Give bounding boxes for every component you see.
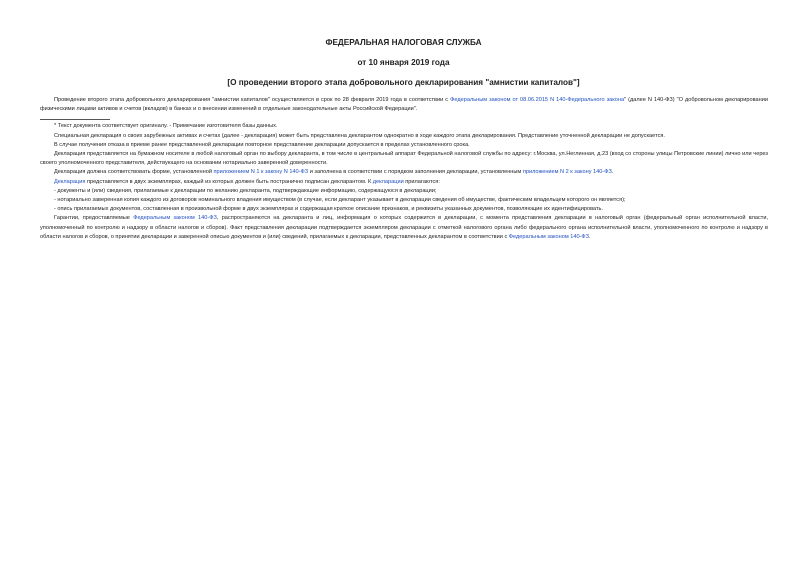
copies-text: представляется в двух экземплярах, каждый из которых должен быть постранично подписан декларантом. К [85,178,373,185]
guarantees-text-3: . [589,233,591,240]
agency-heading: ФЕДЕРАЛЬНАЯ НАЛОГОВАЯ СЛУЖБА [325,38,482,47]
intro-paragraph [40,96,768,114]
appendix-2-link[interactable]: приложением N 2 к закону 140-ФЗ [522,169,612,176]
appendix-1-link[interactable]: приложением N 1 к закону N 140-ФЗ [213,169,309,176]
copies-text-2: прилагаются: [403,178,440,185]
law-140fz-link[interactable]: Федеральным законом 140-ФЗ [133,215,217,222]
intro-text: Проведение второго этапа добровольного декларирования "амнистии капиталов" осуществляется в срок по 28 февраля 2019 года в соответствии с [54,97,451,103]
guarantees-text-2: , распространяются на декларанта и лиц, информация о которых содержится в декларации, с момента представления декларации в налоговый орган (федеральный орган исполнительной власти, уполномоченный по контролю и надзору в области налогов и сборов). Факт представления декларации подтверждается экземпляром декларации с отметкой налогового органа либо федерального органа исполнительной власти, уполномоченного по контролю и надзору в области налогов и сборов, о принятии декларации и заверенной описью документов и (или) сведений, прилагаемых к декларации, представленных декларантом в соответствии с [40,215,768,240]
law-140-link[interactable]: Федеральным законом от 08.06.2015 N 140-Федерального закона [450,97,625,103]
document-date: от 10 января 2019 года [357,58,450,67]
form-text-3: . [611,169,614,176]
document-body [40,96,768,242]
paragraph-declaration-once: Специальная декларация о своих зарубежных активах и счетах (далее - декларация) может быть представлена декларантом однократно в ходе каждого этапа декларирования. Представление уточненной декларации не допускается. [54,132,665,139]
form-text: Декларация должна соответствовать форме, установленной [54,169,214,176]
paragraph-form [40,168,768,177]
paragraph-refusal: В случае получения отказа в приеме ранее представленной декларации повторное представление декларации допускается в пределах установленного срока. [54,141,470,148]
list-item-notarized-copy: - нотариально заверенная копия каждого из договоров номинального владения имуществом (в случае, если декларант указывает в декларации сведения об имуществе, фактическим владельцем которого он является); [54,197,626,204]
guarantees-text: Гарантии, предоставляемые [54,215,134,222]
footnote-divider [40,119,110,120]
paragraph-copies [40,178,768,187]
footnote: * Текст документа соответствует оригиналу. - Примечание изготовителя базы данных. [54,123,278,130]
paragraph-submission: Декларация представляется на бумажном носителе в любой налоговый орган по выбору декларанта, в том числе в центральный аппарат Федеральной налоговой службы по адресу: г.Москва, ул.Неглинная, д.23 (вход со стороны улицы Петровские линии) лично или через своего уполномоченного представителя, действующего на основании нотариально заверенной доверенности. [40,151,768,167]
document-title: [О проведении второго этапа добровольного декларирования "амнистии капиталов"] [227,78,580,87]
declaration-link[interactable]: Декларация [54,178,86,185]
list-item-documents: - документы и (или) сведения, прилагаемые к декларации по желанию декларанта, подтверждающие информацию, содержащуюся в декларации; [54,187,437,194]
declaration-link-2[interactable]: декларации [372,178,404,185]
form-text-2: и заполнена в соответствии с порядком заполнения декларации, установленным [308,169,523,176]
paragraph-guarantees [40,214,768,242]
law-140fz-link-2[interactable]: Федеральным законом 140-ФЗ [508,233,590,240]
intro-text-2: " (далее N 140-ФЗ) "О добровольном декларировании физическими лицами активов и счетов (вкладов) в банках и о внесении изменений в отдельные законодательные акты Российской Федерации". [40,97,768,113]
list-item-inventory: - опись прилагаемых документов, составленная в произвольной форме в двух экземплярах и содержащая краткое описание признаков, и реквизиты указанных документов, позволяющие их идентифицировать. [54,206,604,213]
